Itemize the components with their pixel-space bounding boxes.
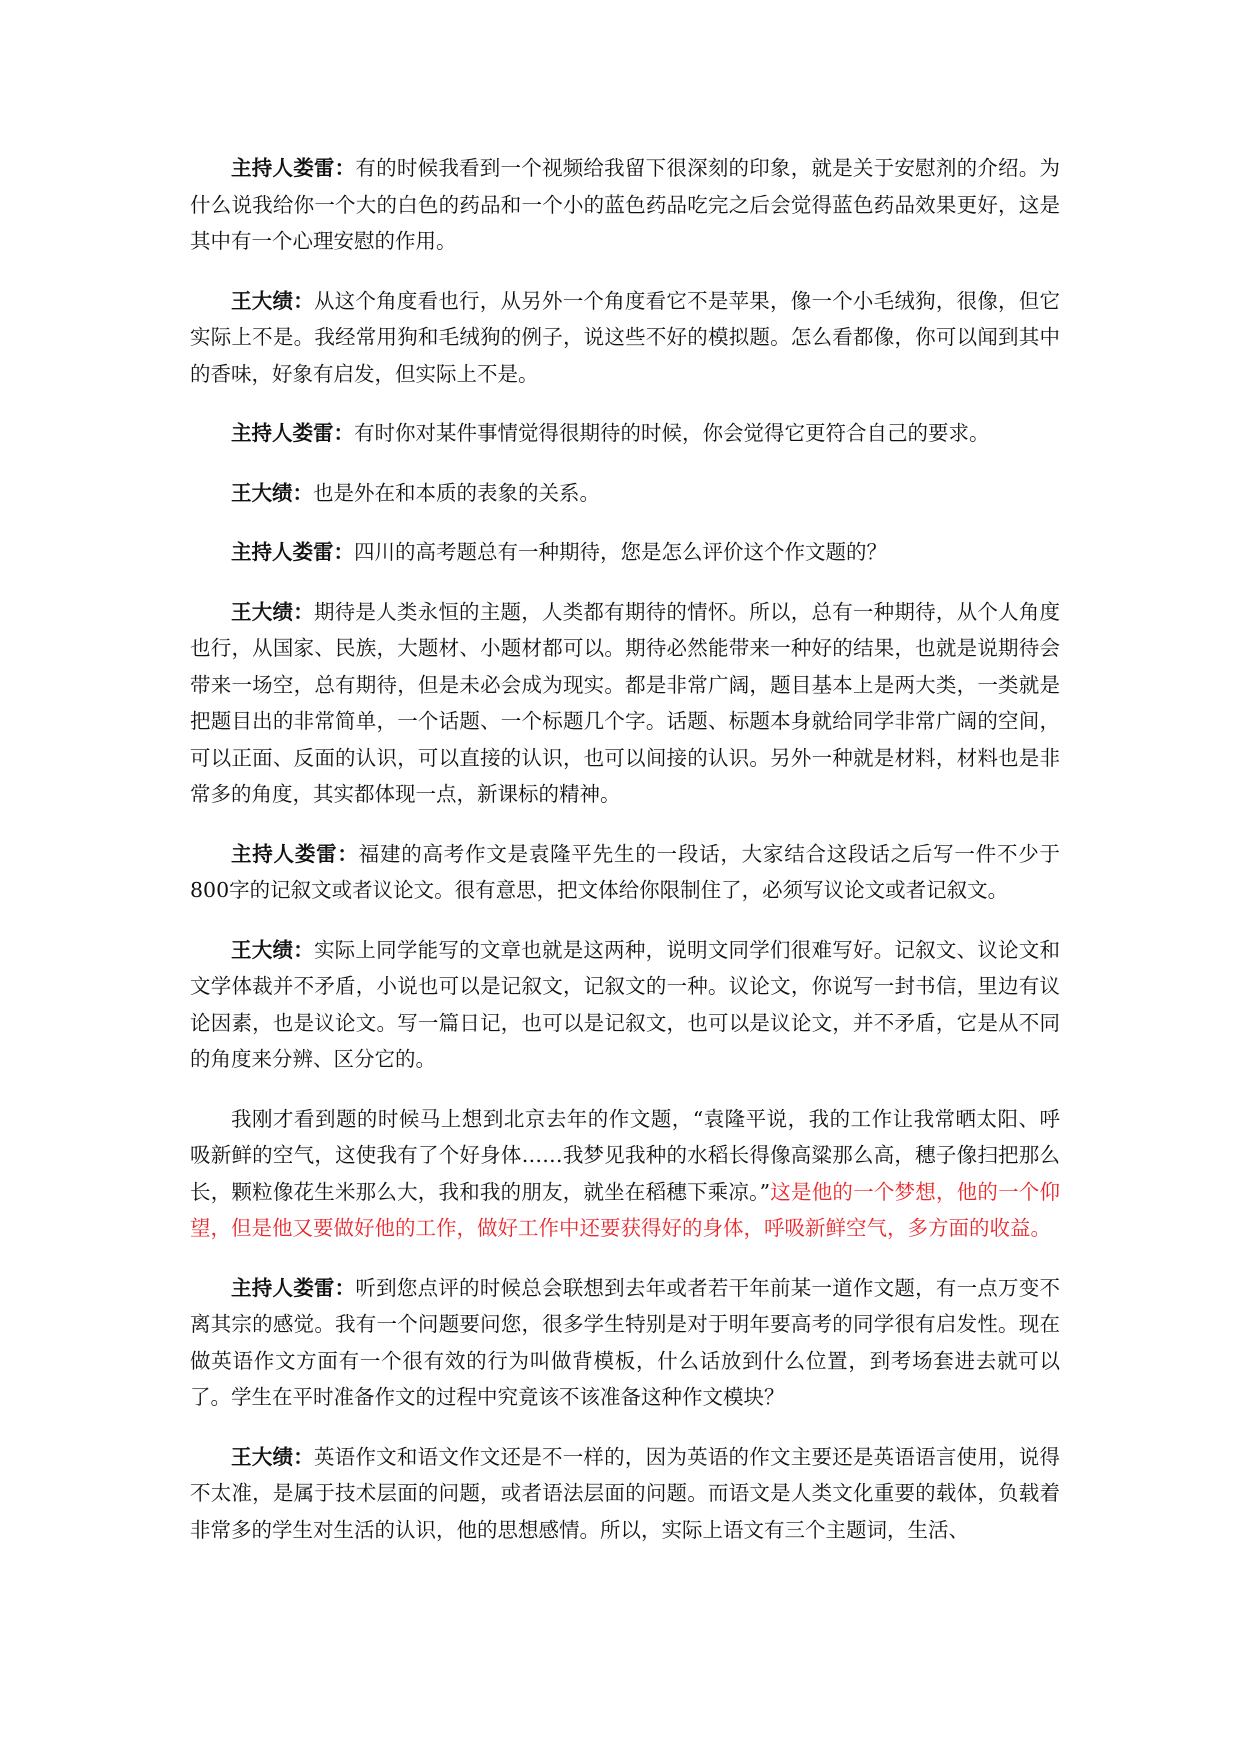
speaker-name: 王大绩 — [231, 599, 294, 624]
speaker-separator: ： — [334, 156, 356, 180]
paragraph-text: 四川的高考题总有一种期待，您是怎么评价这个作文题的？ — [354, 540, 887, 564]
speaker-separator: ： — [337, 841, 359, 866]
document-page — [190, 150, 1060, 1571]
speaker-name: 主持人娄雷 — [231, 540, 334, 564]
speaker-separator: ： — [293, 1444, 314, 1469]
speaker-name: 王大绩 — [231, 480, 293, 505]
speaker-name: 主持人娄雷 — [231, 156, 335, 180]
speaker-name: 王大绩 — [231, 288, 294, 313]
dialogue-paragraph — [190, 836, 1060, 909]
speaker-name: 王大绩 — [231, 937, 294, 962]
speaker-name: 主持人娄雷 — [231, 1275, 335, 1300]
dialogue-paragraph — [190, 594, 1060, 813]
paragraph-text: 从这个角度看也行，从另外一个角度看它不是苹果，像一个小毛绒狗，很像，但它实际上不是。我经常用狗和毛绒狗的例子，说这些不好的模拟题。怎么看都像，你可以闻到其中的香味，好象有启发，但实际上不是。 — [190, 288, 1061, 386]
dialogue-paragraph — [190, 1270, 1060, 1416]
speaker-name: 主持人娄雷 — [231, 841, 338, 866]
paragraph-text: 听到您点评的时候总会联想到去年或者若干年前某一道作文题，有一点万变不离其宗的感觉。我有一个问题要问您，很多学生特别是对于明年要高考的同学很有启发性。现在做英语作文方面有一个很有效的行为叫做背模板，什么话放到什么位置，到考场套进去就可以了。学生在平时准备作文的过程中究竟该不该准备这种作文模块？ — [190, 1275, 1061, 1409]
speaker-name: 王大绩 — [231, 1444, 294, 1469]
dialogue-paragraph — [190, 475, 1060, 512]
speaker-separator: ： — [293, 937, 314, 962]
highlighted-text: 这是他的一个梦想，他的一个仰望，但是他又要做好他的工作，做好工作中还要获得好的身体，呼吸新鲜空气，多方面的收益。 — [190, 1179, 1060, 1240]
speaker-separator: ： — [333, 421, 354, 445]
dialogue-paragraph — [190, 1439, 1060, 1549]
paragraph-text: 有时你对某件事情觉得很期待的时候，你会觉得它更符合自己的要求。 — [354, 421, 990, 445]
speaker-separator: ： — [333, 540, 354, 564]
dialogue-paragraph — [190, 150, 1060, 260]
paragraph-text: 有的时候我看到一个视频给我留下很深刻的印象，就是关于安慰剂的介绍。为什么说我给你一个大的白色的药品和一个小的蓝色药品吃完之后会觉得蓝色药品效果更好，这是其中有一个心理安慰的作用。 — [190, 156, 1061, 253]
paragraph-text: 英语作文和语文作文还是不一样的，因为英语的作文主要还是英语语言使用，说得不太准，是属于技术层面的问题，或者语法层面的问题。而语文是人类文化重要的载体，负载着非常多的学生对生活的认识，他的思想感情。所以，实际上语文有三个主题词，生活、 — [190, 1444, 1061, 1542]
dialogue-paragraph — [190, 283, 1060, 393]
paragraph-text: 期待是人类永恒的主题，人类都有期待的情怀。所以，总有一种期待，从个人角度也行，从国家、民族，大题材、小题材都可以。期待必然能带来一种好的结果，也就是说期待会带来一场空，总有期待，但是未必会成为现实。都是非常广阔，题目基本上是两大类，一类就是把题目出的非常简单，一个话题、一个标题几个字。话题、标题本身就给同学非常广阔的空间，可以正面、反面的认识，可以直接的认识，也可以间接的认识。另外一种就是材料，材料也是非常多的角度，其实都体现一点，新课标的精神。 — [190, 599, 1061, 806]
dialogue-paragraph — [190, 534, 1060, 571]
paragraph-text: 福建的高考作文是袁隆平先生的一段话，大家结合这段话之后写一件不少于800字的记叙文或者议论文。很有意思，把文体给你限制住了，必须写议论文或者记叙文。 — [190, 841, 1061, 902]
dialogue-paragraph — [190, 1101, 1060, 1247]
dialogue-paragraph — [190, 415, 1060, 452]
speaker-name: 主持人娄雷 — [231, 421, 334, 445]
paragraph-text: 实际上同学能写的文章也就是这两种，说明文同学们很难写好。记叙文、议论文和文学体裁并不矛盾，小说也可以是记叙文，记叙文的一种。议论文，你说写一封书信，里边有议论因素，也是议论文。写一篇日记，也可以是记叙文，也可以是议论文，并不矛盾，它是从不同的角度来分辨、区分它的。 — [190, 937, 1061, 1071]
speaker-separator: ： — [293, 288, 314, 313]
paragraph-text: 也是外在和本质的表象的关系。 — [313, 480, 600, 505]
speaker-separator: ： — [293, 599, 314, 624]
dialogue-paragraph — [190, 932, 1060, 1078]
speaker-separator: ： — [292, 480, 313, 505]
speaker-separator: ： — [334, 1275, 356, 1300]
paragraph-text: 我刚才看到题的时候马上想到北京去年的作文题，“袁隆平说，我的工作让我常晒太阳、呼吸新鲜的空气，这使我有了个好身体……我梦见我种的水稻长得像高粱那么高，穗子像扫把那么长，颗粒像花生米那么大，我和我的朋友，就坐在稻穗下乘凉。” — [190, 1106, 1060, 1204]
